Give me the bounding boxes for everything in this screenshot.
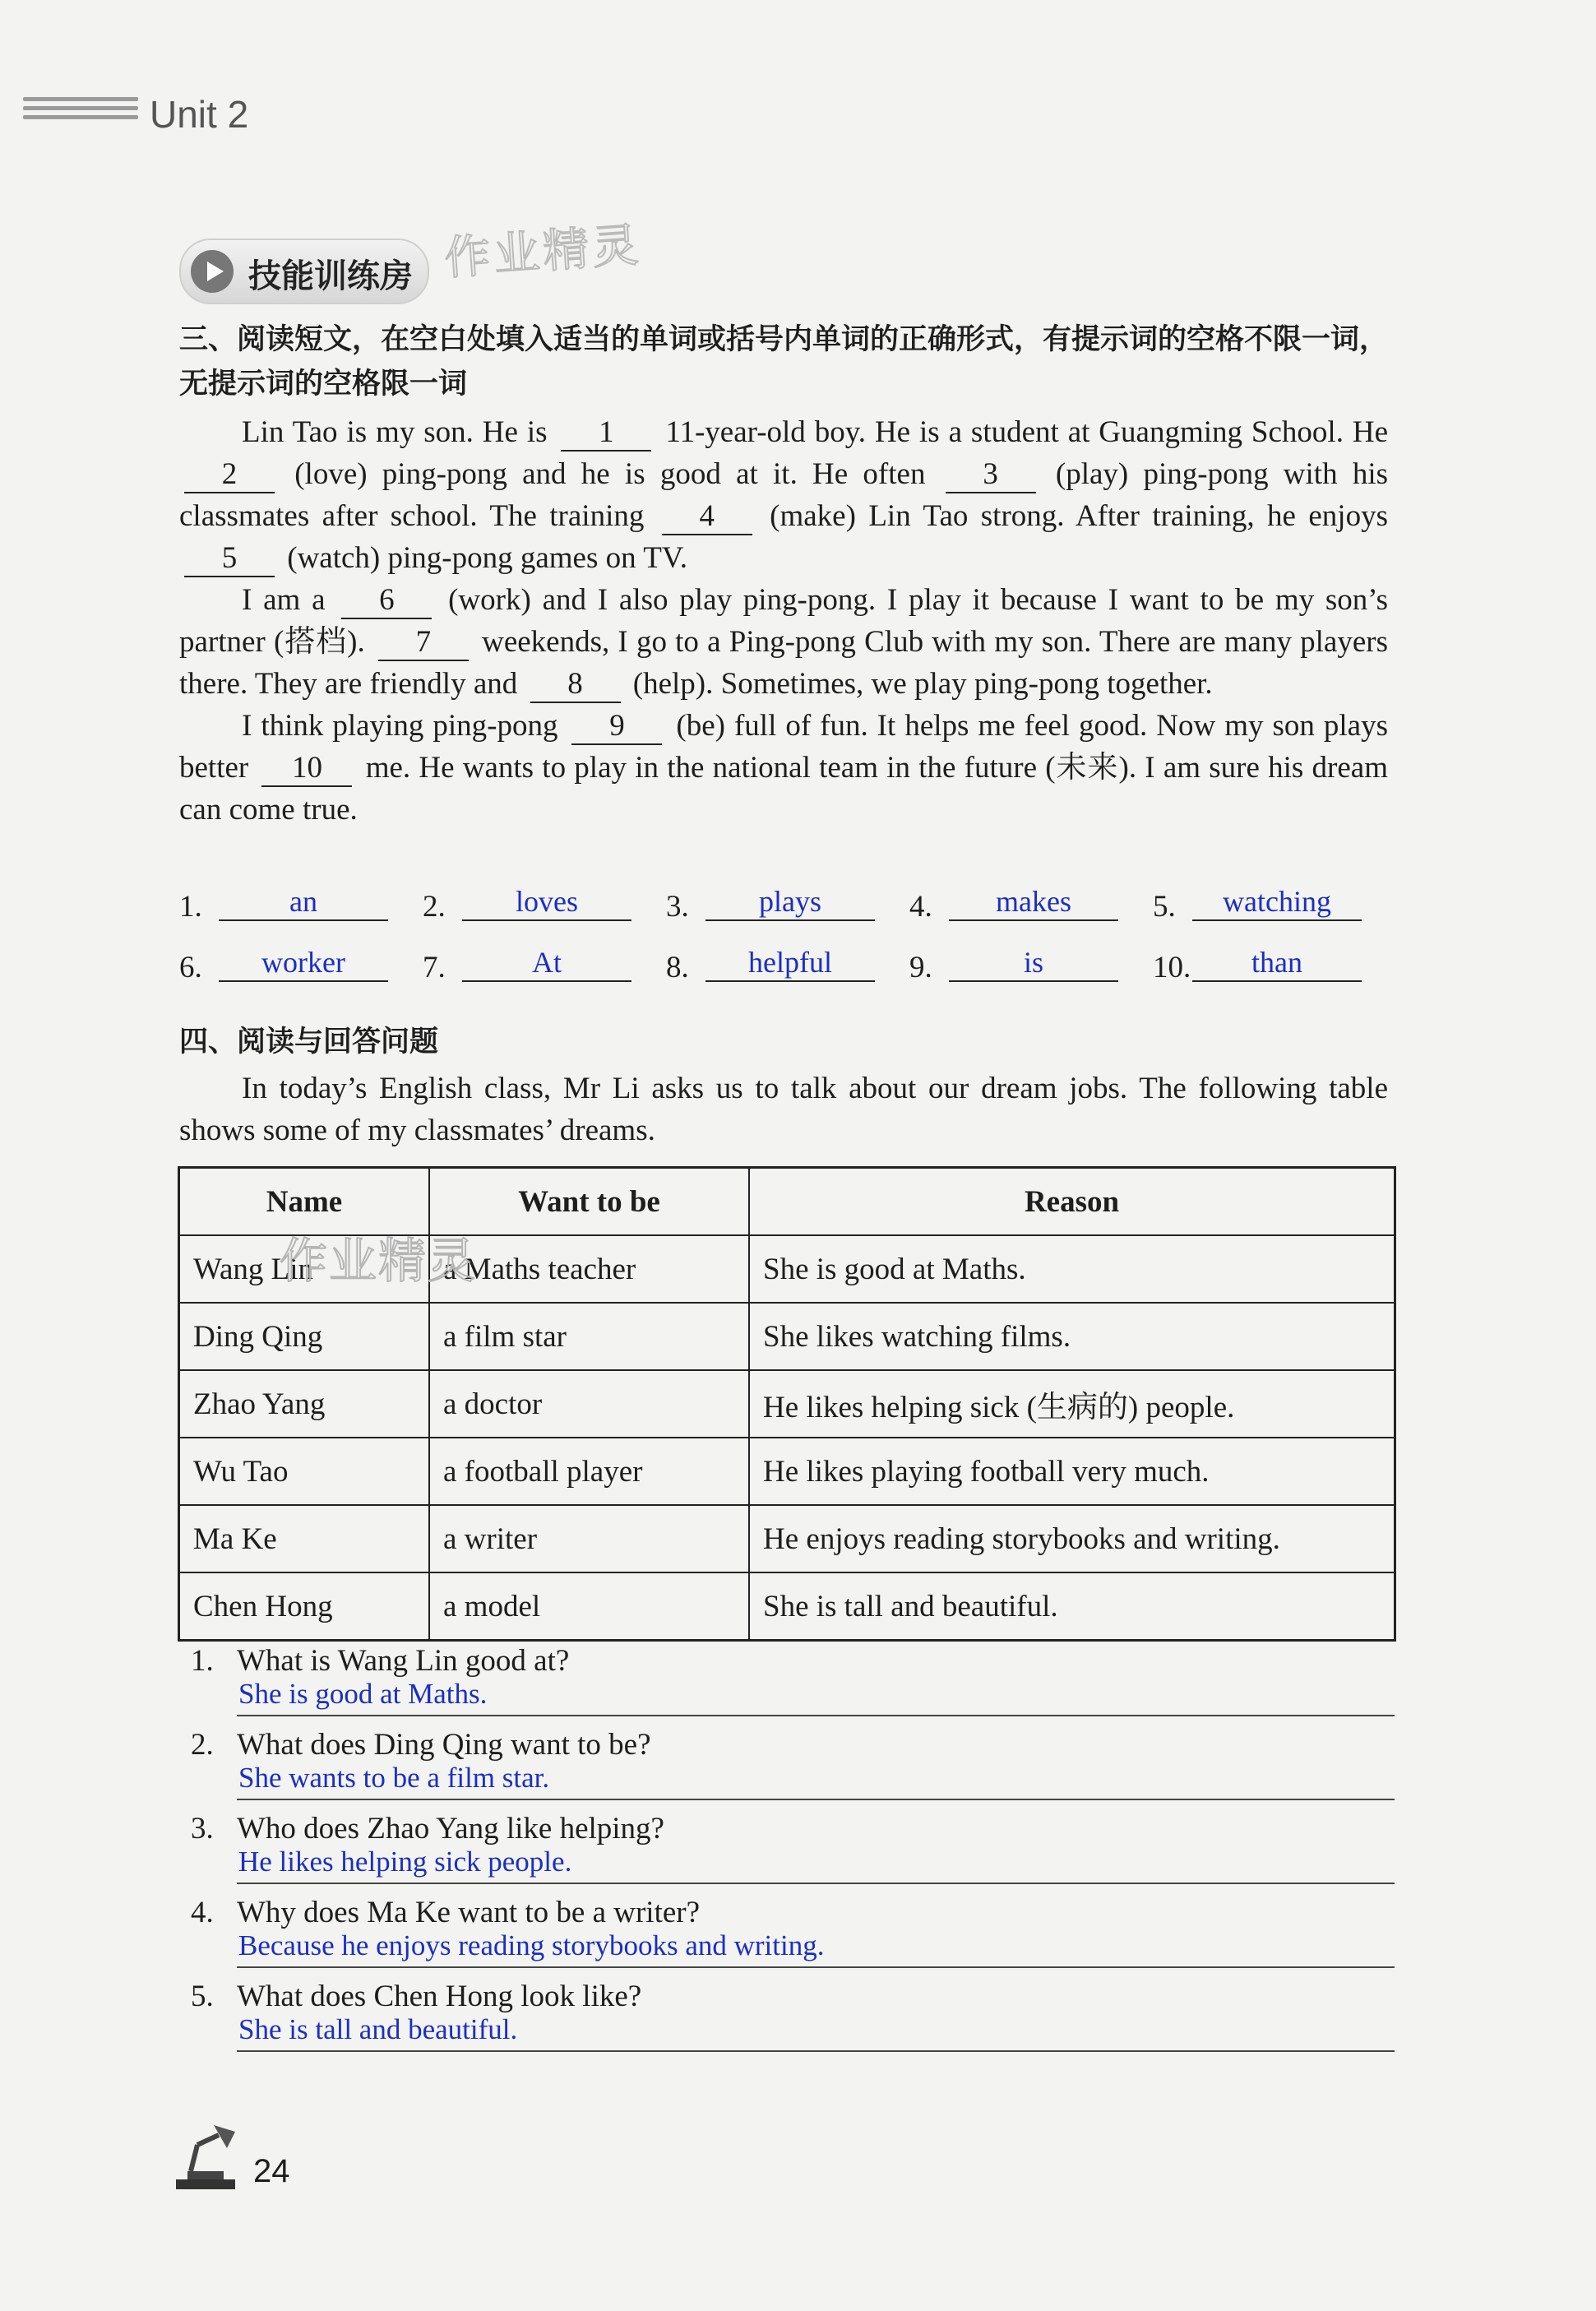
passage-paragraph	[179, 705, 1388, 831]
table-header: Want to be	[429, 1168, 749, 1236]
unit-title: Unit 2	[150, 93, 249, 136]
answer-field[interactable]: helpful	[705, 944, 875, 982]
answer-number: 4.	[909, 890, 932, 924]
answer-item	[179, 864, 423, 924]
question-number: 3.	[191, 1812, 214, 1846]
answer-line	[237, 2050, 1395, 2052]
table-row	[179, 1505, 1395, 1572]
answer-field[interactable]: is	[949, 944, 1118, 982]
table-cell: Ma Ke	[179, 1505, 430, 1572]
section-badge-label: 技能训练房	[248, 257, 413, 295]
passage-paragraph	[179, 579, 1388, 705]
table-header: Reason	[749, 1168, 1395, 1236]
passage-text: (help). Sometimes, we play ping-pong together.	[625, 667, 1213, 701]
table-cell: a football player	[429, 1438, 749, 1505]
passage-text: (love) ping-pong and he is good at it. He often	[280, 457, 941, 491]
passage-paragraph	[179, 411, 1388, 579]
table-cell: Ding Qing	[179, 1303, 430, 1370]
blank-3[interactable]: 3	[946, 457, 1036, 493]
passage-text: me. He wants to play in the national team in the future (未来). I am sure his dream can come true.	[179, 751, 1388, 827]
passage-text: (be) full of fun. It helps me feel good. Now my son plays better	[179, 709, 1388, 785]
page-number: 24	[253, 2153, 290, 2189]
answer-line	[237, 1715, 1395, 1716]
answer-line	[237, 1883, 1395, 1884]
answer-line	[237, 1966, 1395, 1968]
question-number: 2.	[191, 1728, 214, 1762]
question-prompt: What is Wang Lin good at?	[237, 1644, 570, 1678]
passage-text: 11-year-old boy. He is a student at Guangming School. He	[656, 415, 1388, 449]
passage-text: Lin Tao is my son. He is	[242, 415, 557, 449]
answer-field[interactable]: an	[219, 883, 388, 921]
question-list	[191, 1643, 1395, 2063]
blank-5[interactable]: 5	[184, 541, 275, 577]
answer-number: 2.	[423, 890, 446, 924]
blank-1[interactable]: 1	[561, 415, 651, 452]
intro-text: In today’s English class, Mr Li asks us to talk about our dream jobs. The following table shows some of my classmates’ dreams.	[179, 1072, 1388, 1147]
answer-number: 10.	[1153, 951, 1191, 984]
table-cell: Chen Hong	[179, 1572, 430, 1641]
question-number: 1.	[191, 1644, 214, 1678]
table-cell: Wu Tao	[179, 1438, 430, 1505]
table-cell: He likes helping sick (生病的) people.	[749, 1370, 1395, 1438]
question-text	[191, 1811, 1395, 1847]
answer-text[interactable]: She wants to be a film star.	[238, 1762, 550, 1794]
table-cell: He likes playing football very much.	[749, 1438, 1395, 1505]
answer-grid	[179, 864, 1396, 985]
table-row	[179, 1303, 1395, 1370]
blank-10[interactable]: 10	[261, 751, 352, 787]
question-text	[191, 1727, 1395, 1763]
section4-title: 四、阅读与回答问题	[179, 1026, 439, 1058]
answer-field[interactable]: watching	[1192, 883, 1362, 921]
watermark: 作业精灵	[280, 1233, 478, 1289]
answer-field[interactable]: loves	[462, 883, 631, 921]
table-row	[179, 1438, 1395, 1505]
answer-item	[666, 864, 909, 924]
answer-field[interactable]: than	[1192, 944, 1362, 982]
question-item	[191, 1895, 1395, 1979]
answer-number: 7.	[423, 951, 446, 984]
answer-number: 8.	[666, 951, 689, 984]
answer-item	[1153, 864, 1396, 924]
answer-text[interactable]: He likes helping sick people.	[238, 1846, 572, 1878]
passage-text: (work) and I also play ping-pong. I play it because I want to be my son’s partner (搭档).	[179, 583, 1388, 659]
table-cell: a Maths teacher	[429, 1235, 749, 1303]
question-prompt: Why does Ma Ke want to be a writer?	[237, 1896, 701, 1929]
answer-row	[179, 864, 1396, 924]
question-number: 4.	[191, 1896, 214, 1929]
answer-text[interactable]: She is tall and beautiful.	[238, 2013, 518, 2045]
answer-number: 1.	[179, 890, 202, 924]
answer-row	[179, 924, 1396, 985]
answer-field[interactable]: At	[462, 944, 631, 982]
table-cell: a doctor	[429, 1370, 749, 1438]
question-prompt: What does Chen Hong look like?	[237, 1980, 642, 2013]
table-cell: He enjoys reading storybooks and writing.	[749, 1505, 1395, 1572]
question-text	[191, 1895, 1395, 1931]
answer-item	[179, 924, 423, 985]
question-item	[191, 1811, 1395, 1895]
passage-text: I think playing ping-pong	[242, 709, 567, 743]
answer-number: 6.	[179, 951, 202, 984]
play-icon	[191, 250, 234, 293]
blank-8[interactable]: 8	[530, 667, 621, 703]
answer-text[interactable]: She is good at Maths.	[238, 1678, 488, 1710]
answer-item	[1153, 924, 1396, 985]
passage-text: (play) ping-pong with his classmates after school. The training	[179, 457, 1388, 533]
watermark: 作业精灵	[442, 218, 644, 286]
table-cell: Zhao Yang	[179, 1370, 430, 1438]
table-header: Name	[179, 1168, 430, 1236]
section3-title: 三、阅读短文，在空白处填入适当的单词或括号内单词的正确形式，有提示词的空格不限一词，无提示词的空格限一词	[179, 323, 1389, 401]
question-text	[191, 1643, 1395, 1679]
question-item	[191, 1727, 1395, 1811]
table-row	[179, 1370, 1395, 1438]
blank-2[interactable]: 2	[184, 457, 275, 493]
answer-item	[666, 924, 909, 985]
reading-passage	[179, 411, 1388, 831]
answer-number: 9.	[909, 951, 932, 984]
unit-decoration-lines	[23, 97, 138, 146]
section4-intro	[179, 1068, 1388, 1151]
answer-item	[423, 924, 666, 985]
blank-9[interactable]: 9	[571, 709, 662, 745]
question-prompt: Who does Zhao Yang like helping?	[237, 1812, 664, 1846]
answer-field[interactable]: plays	[705, 883, 875, 921]
question-item	[191, 1643, 1395, 1727]
answer-item	[909, 924, 1153, 985]
answer-field[interactable]: makes	[949, 883, 1118, 921]
table-cell: a film star	[429, 1303, 749, 1370]
question-prompt: What does Ding Qing want to be?	[237, 1728, 651, 1762]
question-text	[191, 1979, 1395, 2015]
desk-lamp-icon	[173, 2120, 238, 2191]
table-cell: She is tall and beautiful.	[749, 1572, 1395, 1641]
passage-text: (watch) ping-pong games on TV.	[280, 541, 687, 575]
blank-6[interactable]: 6	[341, 583, 432, 619]
table-cell: a writer	[429, 1505, 749, 1572]
answer-number: 3.	[666, 890, 689, 924]
table-cell: She likes watching films.	[749, 1303, 1395, 1370]
answer-field[interactable]: worker	[219, 944, 388, 982]
table-cell: Wang Lin	[179, 1235, 430, 1303]
table-cell: She is good at Maths.	[749, 1235, 1395, 1303]
answer-item	[423, 864, 666, 924]
blank-7[interactable]: 7	[378, 625, 469, 661]
question-number: 5.	[191, 1980, 214, 2013]
answer-text[interactable]: Because he enjoys reading storybooks and writing.	[238, 1929, 825, 1961]
table-row	[179, 1572, 1395, 1641]
blank-4[interactable]: 4	[662, 499, 752, 535]
passage-text: I am a	[242, 583, 337, 617]
answer-number: 5.	[1153, 890, 1176, 924]
answer-line	[237, 1799, 1395, 1800]
passage-text: weekends, I go to a Ping-pong Club with my son. There are many players there. They are friendly and	[179, 625, 1388, 701]
table-cell: a model	[429, 1572, 749, 1641]
question-item	[191, 1979, 1395, 2063]
answer-item	[909, 864, 1153, 924]
section-badge	[179, 239, 429, 304]
passage-text: (make) Lin Tao strong. After training, he enjoys	[756, 499, 1388, 533]
